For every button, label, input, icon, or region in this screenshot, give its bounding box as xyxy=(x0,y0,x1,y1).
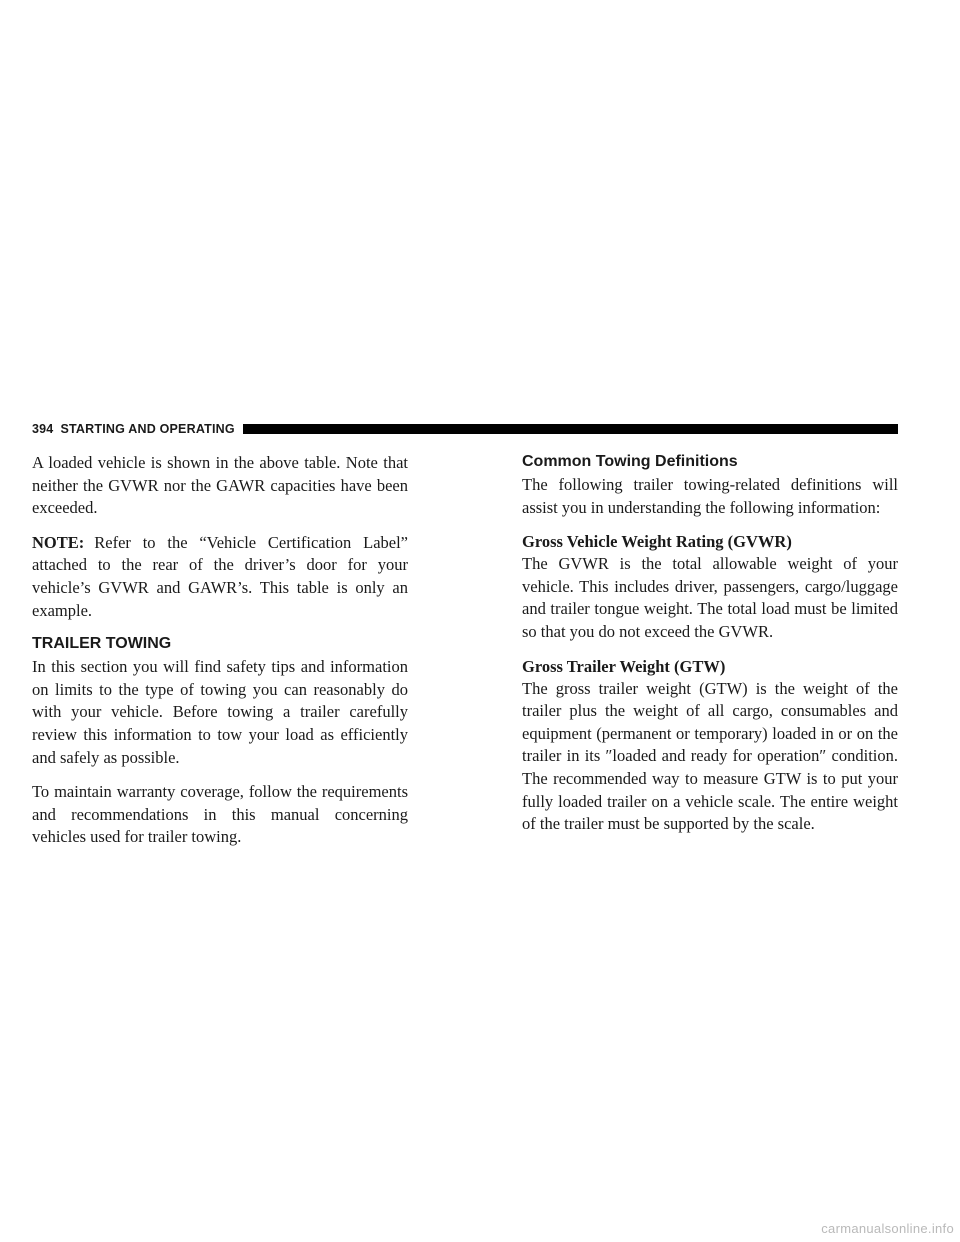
note-paragraph xyxy=(32,532,408,622)
gvwr-paragraph: The GVWR is the total allowable weight of your vehicle. This includes driver, passengers, cargo/luggage and trailer tongue weight. The total load must be limited so that you do not exceed the GVWR. xyxy=(522,554,898,641)
watermark-link[interactable]: carmanualsonline.info xyxy=(821,1221,954,1236)
header-rule xyxy=(243,424,898,434)
warranty-paragraph: To maintain warranty coverage, follow the requirements and recommendations in this manual concerning vehicles used for trailer towing. xyxy=(32,782,408,847)
left-column xyxy=(32,452,408,861)
trailer-towing-paragraph: In this section you will find safety tips and information on limits to the type of towing you can reasonably do with your vehicle. Before towing a trailer carefully review this information to tow your load as efficiently and safely as possible. xyxy=(32,657,408,767)
loaded-vehicle-paragraph: A loaded vehicle is shown in the above table. Note that neither the GVWR nor the GAWR capacities have been exceeded. xyxy=(32,453,408,518)
gtw-paragraph: The gross trailer weight (GTW) is the weight of the trailer plus the weight of all cargo, consumables and equipment (permanent or temporary) loaded in or on the trailer in its ″loaded and ready for operation″ condition. The recommended way to measure GTW is to put your fully loaded trailer on a vehicle scale. The entire weight of the trailer must be supported by the scale. xyxy=(522,678,898,834)
right-column xyxy=(522,452,898,848)
trailer-towing-heading: TRAILER TOWING xyxy=(32,635,172,653)
note-label: NOTE: xyxy=(32,532,85,552)
gvwr-heading: Gross Vehicle Weight Rating (GVWR) xyxy=(522,532,792,552)
definitions-heading: Common Towing Definitions xyxy=(522,453,738,470)
page-header xyxy=(32,419,898,439)
section-title: STARTING AND OPERATING xyxy=(60,422,235,436)
note-text: Refer to the “Vehicle Certification Label” attached to the rear of the driver’s door for your vehicle’s GVWR and GAWR’s. This table is only an example. xyxy=(32,532,408,620)
page-number: 394 xyxy=(32,422,54,436)
definitions-intro: The following trailer towing-related definitions will assist you in understanding the following information: xyxy=(522,475,898,517)
gtw-heading: Gross Trailer Weight (GTW) xyxy=(522,656,726,676)
